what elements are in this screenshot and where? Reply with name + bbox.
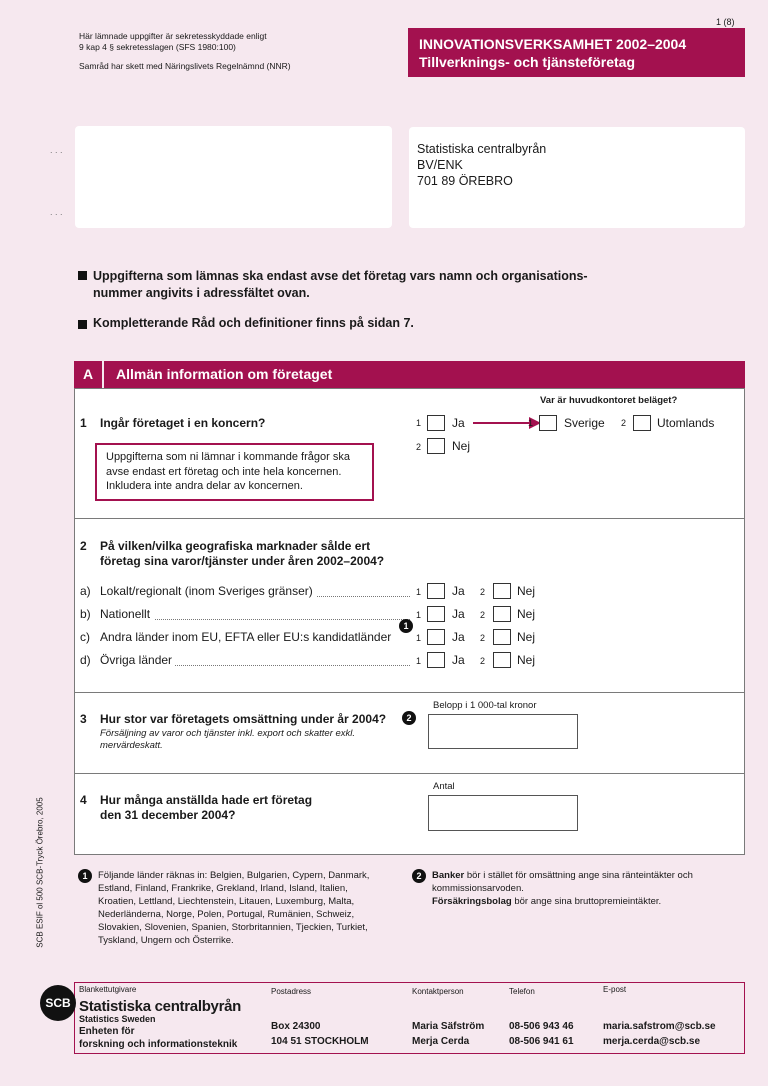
return-address-line2: BV/ENK [417, 158, 463, 172]
footnote-1-marker: 1 [399, 619, 413, 633]
section-a-header [74, 361, 745, 388]
question-text-line-1: Hur många anställda hade ert företag [100, 793, 313, 807]
option-code: 2 [480, 610, 486, 620]
note-1-line-2: nummer angivits i adressfältet ovan. [93, 286, 310, 300]
footnote-2-marker: 2 [412, 869, 426, 883]
question-3-block [74, 692, 745, 774]
info-line: Uppgifterna som ni lämnar i kommande frågor ska [106, 451, 350, 463]
address-dots-2: . . . [50, 207, 63, 217]
address-dots-1: . . . [50, 145, 63, 155]
employees-input[interactable] [428, 795, 578, 831]
section-letter: A [74, 361, 104, 388]
return-address-box [409, 127, 745, 228]
footnote-1-marker: 1 [78, 869, 92, 883]
row-letter: d) [80, 653, 91, 667]
footnote-1-text [98, 869, 369, 947]
question-number: 1 [80, 416, 87, 430]
no-checkbox[interactable] [493, 583, 511, 599]
sweden-label: Sverige [564, 416, 605, 430]
row-letter: c) [80, 630, 90, 644]
postal-line-2: 104 51 STOCKHOLM [271, 1036, 369, 1047]
yes-label: Ja [452, 607, 465, 621]
unit-name [79, 1025, 237, 1051]
row-label: Andra länder inom EU, EFTA eller EU:s kandidatländer [100, 630, 392, 644]
section-title: Allmän information om företaget [116, 366, 333, 382]
question-number: 2 [80, 539, 87, 553]
phone-2: 08-506 941 61 [509, 1036, 574, 1047]
footnote-line: Nederländerna, Norge, Polen, Portugal, Rumänien, Schweiz, [98, 909, 355, 920]
email-1: maria.safstrom@scb.se [603, 1021, 716, 1032]
row-letter: a) [80, 584, 91, 598]
option-code: 1 [416, 656, 422, 666]
yes-checkbox[interactable] [427, 583, 445, 599]
footnote-line [432, 895, 693, 908]
footnote-line [432, 869, 693, 882]
question-text-line-1: På vilken/vilka geografiska marknader sålde ert [100, 539, 371, 553]
info-line: Inkludera inte andra delar av koncernen. [106, 480, 303, 492]
contact-1: Maria Säfström [412, 1021, 485, 1032]
row-label: Lokalt/regionalt (inom Sveriges gränser) [100, 584, 316, 598]
note-1 [93, 268, 588, 302]
footnote-2-marker: 2 [402, 711, 416, 725]
bullet-square-icon [78, 271, 87, 280]
amount-field-label: Belopp i 1 000-tal kronor [433, 700, 537, 711]
leader-dots [305, 596, 410, 597]
return-address-line3: 701 89 ÖREBRO [417, 174, 513, 188]
footnote-span: bör ange sina bruttopremieintäkter. [511, 896, 662, 907]
option-code: 2 [480, 633, 486, 643]
option-code: 2 [480, 587, 486, 597]
yes-checkbox[interactable] [427, 415, 445, 431]
footnote-line: kommissionsarvoden. [432, 883, 524, 894]
subtext-line-1: Försäljning av varor och tjänster inkl. export och skatter exkl. [100, 728, 356, 739]
footnote-line: Följande länder räknas in: Belgien, Bulgarien, Cypern, Danmark, [98, 870, 370, 881]
secrecy-notice-2: 9 kap 4 § sekretesslagen (SFS 1980:100) [79, 42, 236, 52]
row-label: Övriga länder [100, 653, 175, 667]
question-text [100, 539, 384, 569]
no-checkbox[interactable] [427, 438, 445, 454]
scb-logo [40, 985, 76, 1021]
option-code: 1 [416, 633, 422, 643]
scb-logo-text: SCB [45, 996, 71, 1010]
unit-line-2: forskning och informationsteknik [79, 1039, 238, 1050]
no-label: Nej [517, 607, 536, 621]
unit-line-1: Enheten för [79, 1026, 135, 1037]
footnote-2-text [432, 869, 693, 908]
count-field-label: Antal [433, 781, 455, 792]
note-1-line-1: Uppgifterna som lämnas ska endast avse det företag vars namn och organisations- [93, 269, 588, 283]
yes-checkbox[interactable] [427, 652, 445, 668]
info-box [95, 443, 374, 501]
sweden-checkbox[interactable] [539, 415, 557, 431]
question-number: 4 [80, 793, 87, 807]
no-label: Nej [517, 584, 536, 598]
hq-question: Var är huvudkontoret beläget? [540, 395, 678, 406]
option-code: 2 [416, 442, 422, 452]
row-label: Nationellt [100, 607, 153, 621]
footnote-bold: Försäkringsbolag [432, 896, 512, 907]
row-letter: b) [80, 607, 91, 621]
no-label: Nej [517, 653, 536, 667]
abroad-checkbox[interactable] [633, 415, 651, 431]
return-address-line1: Statistiska centralbyrån [417, 142, 547, 156]
abroad-label: Utomlands [657, 416, 715, 430]
leader-dots [175, 665, 410, 666]
question-1-block [74, 388, 745, 519]
question-text [100, 793, 312, 823]
no-label: Nej [452, 439, 471, 453]
postal-line-1: Box 24300 [271, 1021, 321, 1032]
question-number: 3 [80, 712, 87, 726]
no-checkbox[interactable] [493, 652, 511, 668]
turnover-input[interactable] [428, 714, 578, 749]
email-heading: E-post [603, 985, 627, 994]
email-2: merja.cerda@scb.se [603, 1036, 701, 1047]
org-name-en: Statistics Sweden [79, 1014, 156, 1024]
contact-heading: Kontaktperson [412, 987, 464, 996]
phone-heading: Telefon [509, 987, 535, 996]
yes-label: Ja [452, 416, 465, 430]
footer-box [74, 982, 745, 1054]
footnote-line: Tyskland, Ungern och Österrike. [98, 935, 234, 946]
title-banner [408, 28, 745, 77]
question-text-line-2: företag sina varor/tjänster under åren 2002–2004? [100, 554, 385, 568]
yes-label: Ja [452, 653, 465, 667]
org-name: Statistiska centralbyrån [79, 998, 242, 1015]
postal-heading: Postadress [271, 987, 312, 996]
form-title: INNOVATIONSVERKSAMHET 2002–2004 [419, 36, 687, 52]
question-text: Ingår företaget i en koncern? [100, 416, 266, 430]
footnote-line: Kroatien, Lettland, Liechtenstein, Litauen, Luxemburg, Malta, [98, 896, 355, 907]
subtext-line-2: mervärdeskatt. [100, 740, 163, 751]
question-text: Hur stor var företagets omsättning under år 2004? [100, 712, 387, 726]
yes-checkbox[interactable] [427, 606, 445, 622]
footnote-span: bör i stället för omsättning ange sina ränteintäkter och [464, 870, 693, 881]
consult-notice: Samråd har skett med Näringslivets Regelnämnd (NNR) [79, 61, 291, 71]
secrecy-notice-1: Här lämnade uppgifter är sekretesskyddade enligt [79, 31, 267, 41]
issuer-heading: Blankettutgivare [79, 985, 137, 994]
footnote-bold: Banker [432, 870, 465, 881]
question-2-block [74, 518, 745, 693]
option-code: 1 [416, 587, 422, 597]
question-subtext [100, 728, 355, 752]
note-2: Kompletterande Råd och definitioner finns på sidan 7. [93, 316, 414, 330]
option-code: 2 [621, 418, 627, 428]
bullet-square-icon [78, 320, 87, 329]
info-line: avse endast ert företag och inte hela koncernen. [106, 465, 342, 478]
yes-label: Ja [452, 584, 465, 598]
option-code: 1 [528, 418, 534, 428]
phone-1: 08-506 943 46 [509, 1021, 574, 1032]
leader-dots [155, 619, 410, 620]
no-checkbox[interactable] [493, 606, 511, 622]
footnote-line: Slovakien, Slovenien, Spanien, Storbritannien, Tjeckien, Turkiet, [98, 922, 368, 933]
option-code: 2 [480, 656, 486, 666]
no-checkbox[interactable] [493, 629, 511, 645]
option-code: 1 [416, 418, 422, 428]
print-info-vertical: SCB ESIF ol 500 SCB-Tryck Örebro, 2005 [35, 797, 45, 948]
respondent-address-box[interactable] [75, 126, 392, 228]
footnote-line: Estland, Finland, Frankrike, Grekland, Irland, Island, Italien, [98, 883, 348, 894]
yes-checkbox[interactable] [427, 629, 445, 645]
form-subtitle: Tillverknings- och tjänsteföretag [419, 54, 636, 70]
yes-label: Ja [452, 630, 465, 644]
page-number: 1 (8) [716, 17, 735, 27]
question-4-block [74, 773, 745, 855]
question-text-line-2: den 31 december 2004? [100, 808, 236, 822]
no-label: Nej [517, 630, 536, 644]
contact-2: Merja Cerda [412, 1036, 470, 1047]
option-code: 1 [416, 610, 422, 620]
